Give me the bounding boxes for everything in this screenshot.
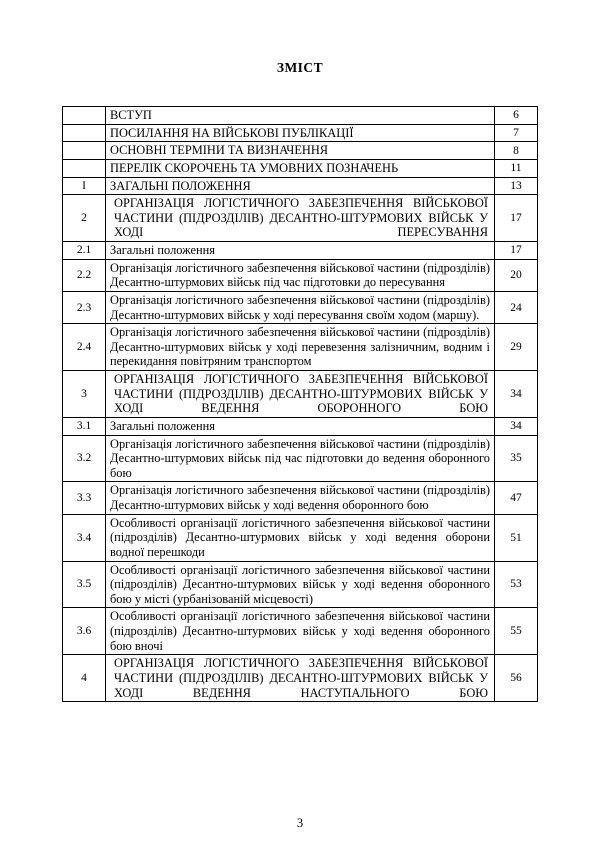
table-row bbox=[63, 608, 538, 655]
row-label: ОРГАНІЗАЦІЯ ЛОГІСТИЧНОГО ЗАБЕЗПЕЧЕННЯ ВІЙСЬКОВОЇ ЧАСТИНИ (ПІДРОЗДІЛІВ) ДЕСАНТНО-ШТУРМОВИХ ВІЙСЬК У ХОДІ ПЕРЕСУВАННЯ bbox=[106, 195, 495, 242]
row-label: Організація логістичного забезпечення військової частини (підрозділів) Десантно-штурмових військ у ході пересування своїм ходом (маршу). bbox=[106, 291, 495, 323]
table-row bbox=[63, 561, 538, 608]
row-number: 3.2 bbox=[63, 435, 106, 482]
row-label: ОРГАНІЗАЦІЯ ЛОГІСТИЧНОГО ЗАБЕЗПЕЧЕННЯ ВІЙСЬКОВОЇ ЧАСТИНИ (ПІДРОЗДІЛІВ) ДЕСАНТНО-ШТУРМОВИХ ВІЙСЬК У ХОДІ ВЕДЕННЯ ОБОРОННОГО БОЮ bbox=[106, 371, 495, 418]
row-page: 53 bbox=[495, 561, 538, 608]
row-number bbox=[63, 107, 106, 125]
row-page: 47 bbox=[495, 482, 538, 514]
row-number: 3.5 bbox=[63, 561, 106, 608]
row-number: 3.6 bbox=[63, 608, 106, 655]
row-page: 11 bbox=[495, 159, 538, 177]
row-label: ПОСИЛАННЯ НА ВІЙСЬКОВІ ПУБЛІКАЦІЇ bbox=[106, 124, 495, 142]
row-page: 6 bbox=[495, 107, 538, 125]
row-number: 2.4 bbox=[63, 324, 106, 371]
table-row bbox=[63, 291, 538, 323]
row-page: 56 bbox=[495, 655, 538, 702]
table-row bbox=[63, 371, 538, 418]
row-page: 17 bbox=[495, 242, 538, 260]
table-row bbox=[63, 324, 538, 371]
row-label: ОРГАНІЗАЦІЯ ЛОГІСТИЧНОГО ЗАБЕЗПЕЧЕННЯ ВІЙСЬКОВОЇ ЧАСТИНИ (ПІДРОЗДІЛІВ) ДЕСАНТНО-ШТУРМОВИХ ВІЙСЬК У ХОДІ ВЕДЕННЯ НАСТУПАЛЬНОГО БОЮ bbox=[106, 655, 495, 702]
table-row bbox=[63, 514, 538, 561]
row-label: Організація логістичного забезпечення військової частини (підрозділів) Десантно-штурмових військ у ході перевезення залізничним, водним і перекидання повітряним транспортом bbox=[106, 324, 495, 371]
row-label: Особливості організації логістичного забезпечення військової частини (підрозділів) Десантно-штурмових військ у ході ведення оборонного бою вночі bbox=[106, 608, 495, 655]
row-number: 2.2 bbox=[63, 259, 106, 291]
table-row bbox=[63, 124, 538, 142]
row-label: ПЕРЕЛІК СКОРОЧЕНЬ ТА УМОВНИХ ПОЗНАЧЕНЬ bbox=[106, 159, 495, 177]
row-page: 13 bbox=[495, 177, 538, 195]
row-label: Організація логістичного забезпечення військової частини (підрозділів) Десантно-штурмових військ у ході ведення оборонного бою bbox=[106, 482, 495, 514]
table-row bbox=[63, 435, 538, 482]
row-page: 7 bbox=[495, 124, 538, 142]
row-label: Особливості організації логістичного забезпечення військової частини (підрозділів) Десантно-штурмових військ у ході ведення оборонного бою у місті (урбанізованій місцевості) bbox=[106, 561, 495, 608]
row-number: 4 bbox=[63, 655, 106, 702]
row-number: 2 bbox=[63, 195, 106, 242]
row-label: Загальні положення bbox=[106, 242, 495, 260]
page-title: ЗМІСТ bbox=[276, 60, 324, 75]
row-label: ОСНОВНІ ТЕРМІНИ ТА ВИЗНАЧЕННЯ bbox=[106, 142, 495, 160]
row-label: ЗАГАЛЬНІ ПОЛОЖЕННЯ bbox=[106, 177, 495, 195]
row-number: 2.1 bbox=[63, 242, 106, 260]
table-row bbox=[63, 259, 538, 291]
row-label: Організація логістичного забезпечення військової частини (підрозділів) Десантно-штурмових військ під час підготовки до пересування bbox=[106, 259, 495, 291]
table-of-contents bbox=[62, 106, 538, 702]
row-label: Організація логістичного забезпечення військової частини (підрозділів) Десантно-штурмових військ під час підготовки до ведення оборонного бою bbox=[106, 435, 495, 482]
table-row bbox=[63, 195, 538, 242]
footer-page-number: 3 bbox=[296, 816, 304, 830]
row-label: ВСТУП bbox=[106, 107, 495, 125]
row-number: 3.3 bbox=[63, 482, 106, 514]
row-page: 17 bbox=[495, 195, 538, 242]
row-label: Загальні положення bbox=[106, 417, 495, 435]
row-number: 2.3 bbox=[63, 291, 106, 323]
row-page: 35 bbox=[495, 435, 538, 482]
table-row bbox=[63, 177, 538, 195]
row-number bbox=[63, 159, 106, 177]
table-row bbox=[63, 242, 538, 260]
row-page: 24 bbox=[495, 291, 538, 323]
row-page: 55 bbox=[495, 608, 538, 655]
row-page: 34 bbox=[495, 371, 538, 418]
table-row bbox=[63, 107, 538, 125]
row-number bbox=[63, 124, 106, 142]
table-row bbox=[63, 655, 538, 702]
row-number: 3.1 bbox=[63, 417, 106, 435]
table-row bbox=[63, 142, 538, 160]
row-number: І bbox=[63, 177, 106, 195]
row-page: 8 bbox=[495, 142, 538, 160]
row-page: 29 bbox=[495, 324, 538, 371]
row-page: 34 bbox=[495, 417, 538, 435]
row-number bbox=[63, 142, 106, 160]
table-row bbox=[63, 482, 538, 514]
table-row bbox=[63, 159, 538, 177]
row-label: Особливості організації логістичного забезпечення військової частини (підрозділів) Десантно-штурмових військ у ході ведення оборони водної перешкоди bbox=[106, 514, 495, 561]
table-row bbox=[63, 417, 538, 435]
row-number: 3 bbox=[63, 371, 106, 418]
row-page: 20 bbox=[495, 259, 538, 291]
row-page: 51 bbox=[495, 514, 538, 561]
row-number: 3.4 bbox=[63, 514, 106, 561]
